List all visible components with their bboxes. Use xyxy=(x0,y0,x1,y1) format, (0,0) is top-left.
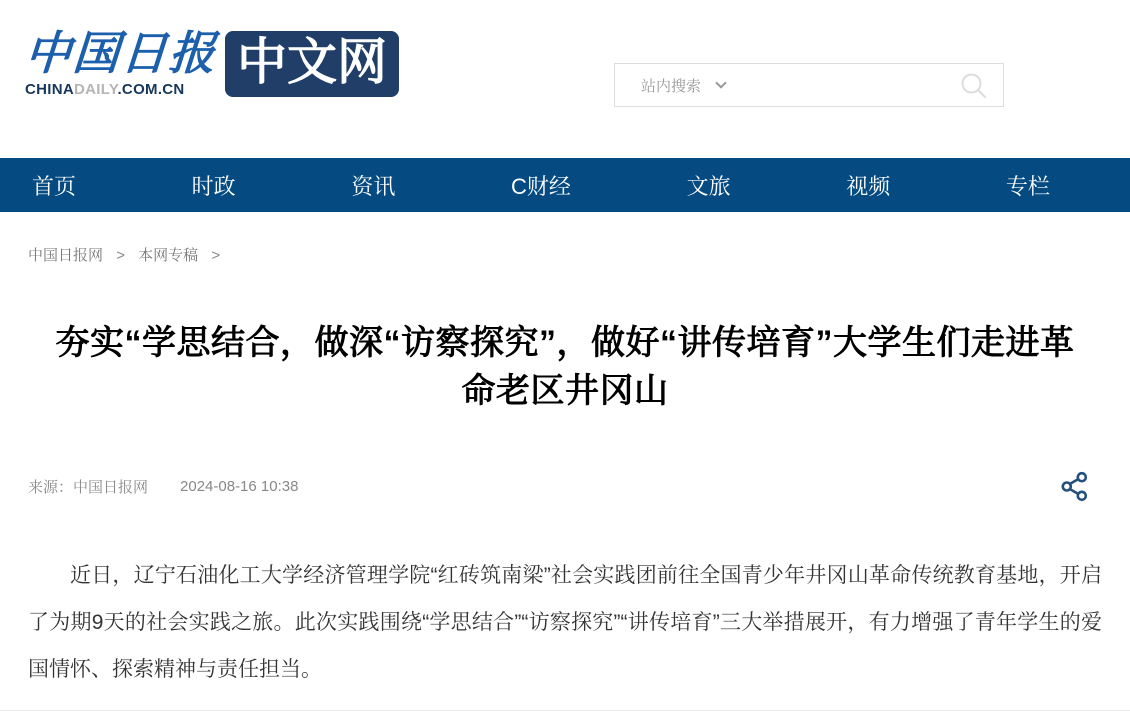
nav-item-politics[interactable]: 时政 xyxy=(191,173,236,199)
search-icon[interactable] xyxy=(960,72,987,99)
nav-item-home[interactable]: 首页 xyxy=(32,173,77,199)
search-input[interactable] xyxy=(725,64,960,106)
main-navigation xyxy=(0,158,1130,212)
breadcrumb-separator: > xyxy=(116,247,125,264)
nav-item-news[interactable]: 资讯 xyxy=(351,173,396,199)
breadcrumb-separator: > xyxy=(211,247,221,264)
site-badge-zhongwenwang: 中文网 xyxy=(225,31,399,97)
share-icon[interactable] xyxy=(1061,471,1088,502)
breadcrumb xyxy=(28,244,1130,265)
breadcrumb-item-section[interactable]: 本网专稿 xyxy=(138,247,199,264)
article-source: 来源：中国日报网 xyxy=(28,479,149,496)
article-title: 夯实“学思结合，做深“访察探究”，做好“讲传培育”大学生们走进革命老区井冈山 xyxy=(55,324,1075,410)
logo-url-china: CHINA xyxy=(25,80,74,98)
nav-item-video[interactable]: 视频 xyxy=(846,173,891,199)
logo-url-domain: .COM.CN xyxy=(117,80,185,98)
logo-chinese-calligraphy: 中国日报 xyxy=(23,26,219,80)
logo-url-daily: DAILY xyxy=(74,80,118,98)
search-category-label: 站内搜索 xyxy=(641,77,702,95)
logo-left-block xyxy=(25,28,217,97)
site-search-box xyxy=(614,63,1004,107)
search-category-dropdown[interactable] xyxy=(641,75,725,96)
logo-url-text xyxy=(25,82,217,97)
article-paragraph: 近日，辽宁石油化工大学经济管理学院“红砖筑南梁”社会实践团前往全国青少年井冈山革命传统教育基地，开启了为期9天的社会实践之旅。此次实践围绕“学思结合”“访察探究”“讲传培育”三大举措展开，有力增强了青年学生的爱国情怀、探索精神与责任担当。 xyxy=(28,564,1102,681)
article-body xyxy=(28,552,1102,693)
chinadaily-logo[interactable] xyxy=(25,28,399,97)
article-meta-row xyxy=(28,471,1102,502)
nav-item-culture-travel[interactable]: 文旅 xyxy=(686,173,731,199)
nav-item-finance[interactable]: C财经 xyxy=(511,173,571,199)
page-header xyxy=(0,0,1130,158)
article-datetime: 2024-08-16 10:38 xyxy=(180,478,299,495)
breadcrumb-item-home[interactable]: 中国日报网 xyxy=(28,247,104,264)
nav-item-column[interactable]: 专栏 xyxy=(1005,173,1050,199)
